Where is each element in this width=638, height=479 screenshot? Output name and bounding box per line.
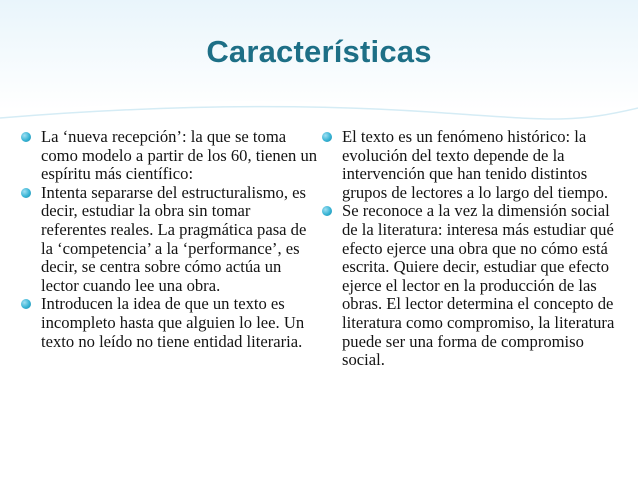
bullet-text: Introducen la idea de que un texto es incompleto hasta que alguien lo lee. Un texto no leído no tiene entidad literaria. [41,294,305,351]
right-bullet-1 [321,128,626,202]
bullet-icon [21,132,31,142]
bullet-text: La ‘nueva recepción’: la que se toma como modelo a partir de los 60, tienen un espíritu más científico: [41,127,318,184]
right-bullet-2 [321,202,626,369]
left-column [20,128,318,351]
bullet-text: El texto es un fenómeno histórico: la evolución del texto depende de la intervención que han tenido distintos grupos de lectores a lo largo del tiempo. [342,127,609,202]
slide-title: Características [206,34,432,69]
right-column [321,128,626,370]
bullet-icon [21,299,31,309]
left-bullet-3 [20,295,318,351]
bullet-text: Intenta separarse del estructuralismo, es decir, estudiar la obra sin tomar referentes reales. La pragmática pasa de la ‘competencia’ a la ‘performance’, es decir, se centra sobre cómo actúa un lector cuando lee una obra. [41,182,307,295]
left-bullet-2 [20,184,318,296]
bullet-text: Se reconoce a la vez la dimensión social de la literatura: interesa más estudiar qué efecto ejerce una obra que no cómo está escrita. Quiere decir, estudiar que efecto ejerce el lector en la producción de las obras. El lector determina el concepto de literatura como compromiso, la literatura puede ser una forma de compromiso social. [342,201,615,370]
header-wave-decoration [0,92,638,132]
bullet-icon [322,132,332,142]
bullet-icon [322,206,332,216]
left-bullet-1 [20,128,318,184]
bullet-icon [21,188,31,198]
